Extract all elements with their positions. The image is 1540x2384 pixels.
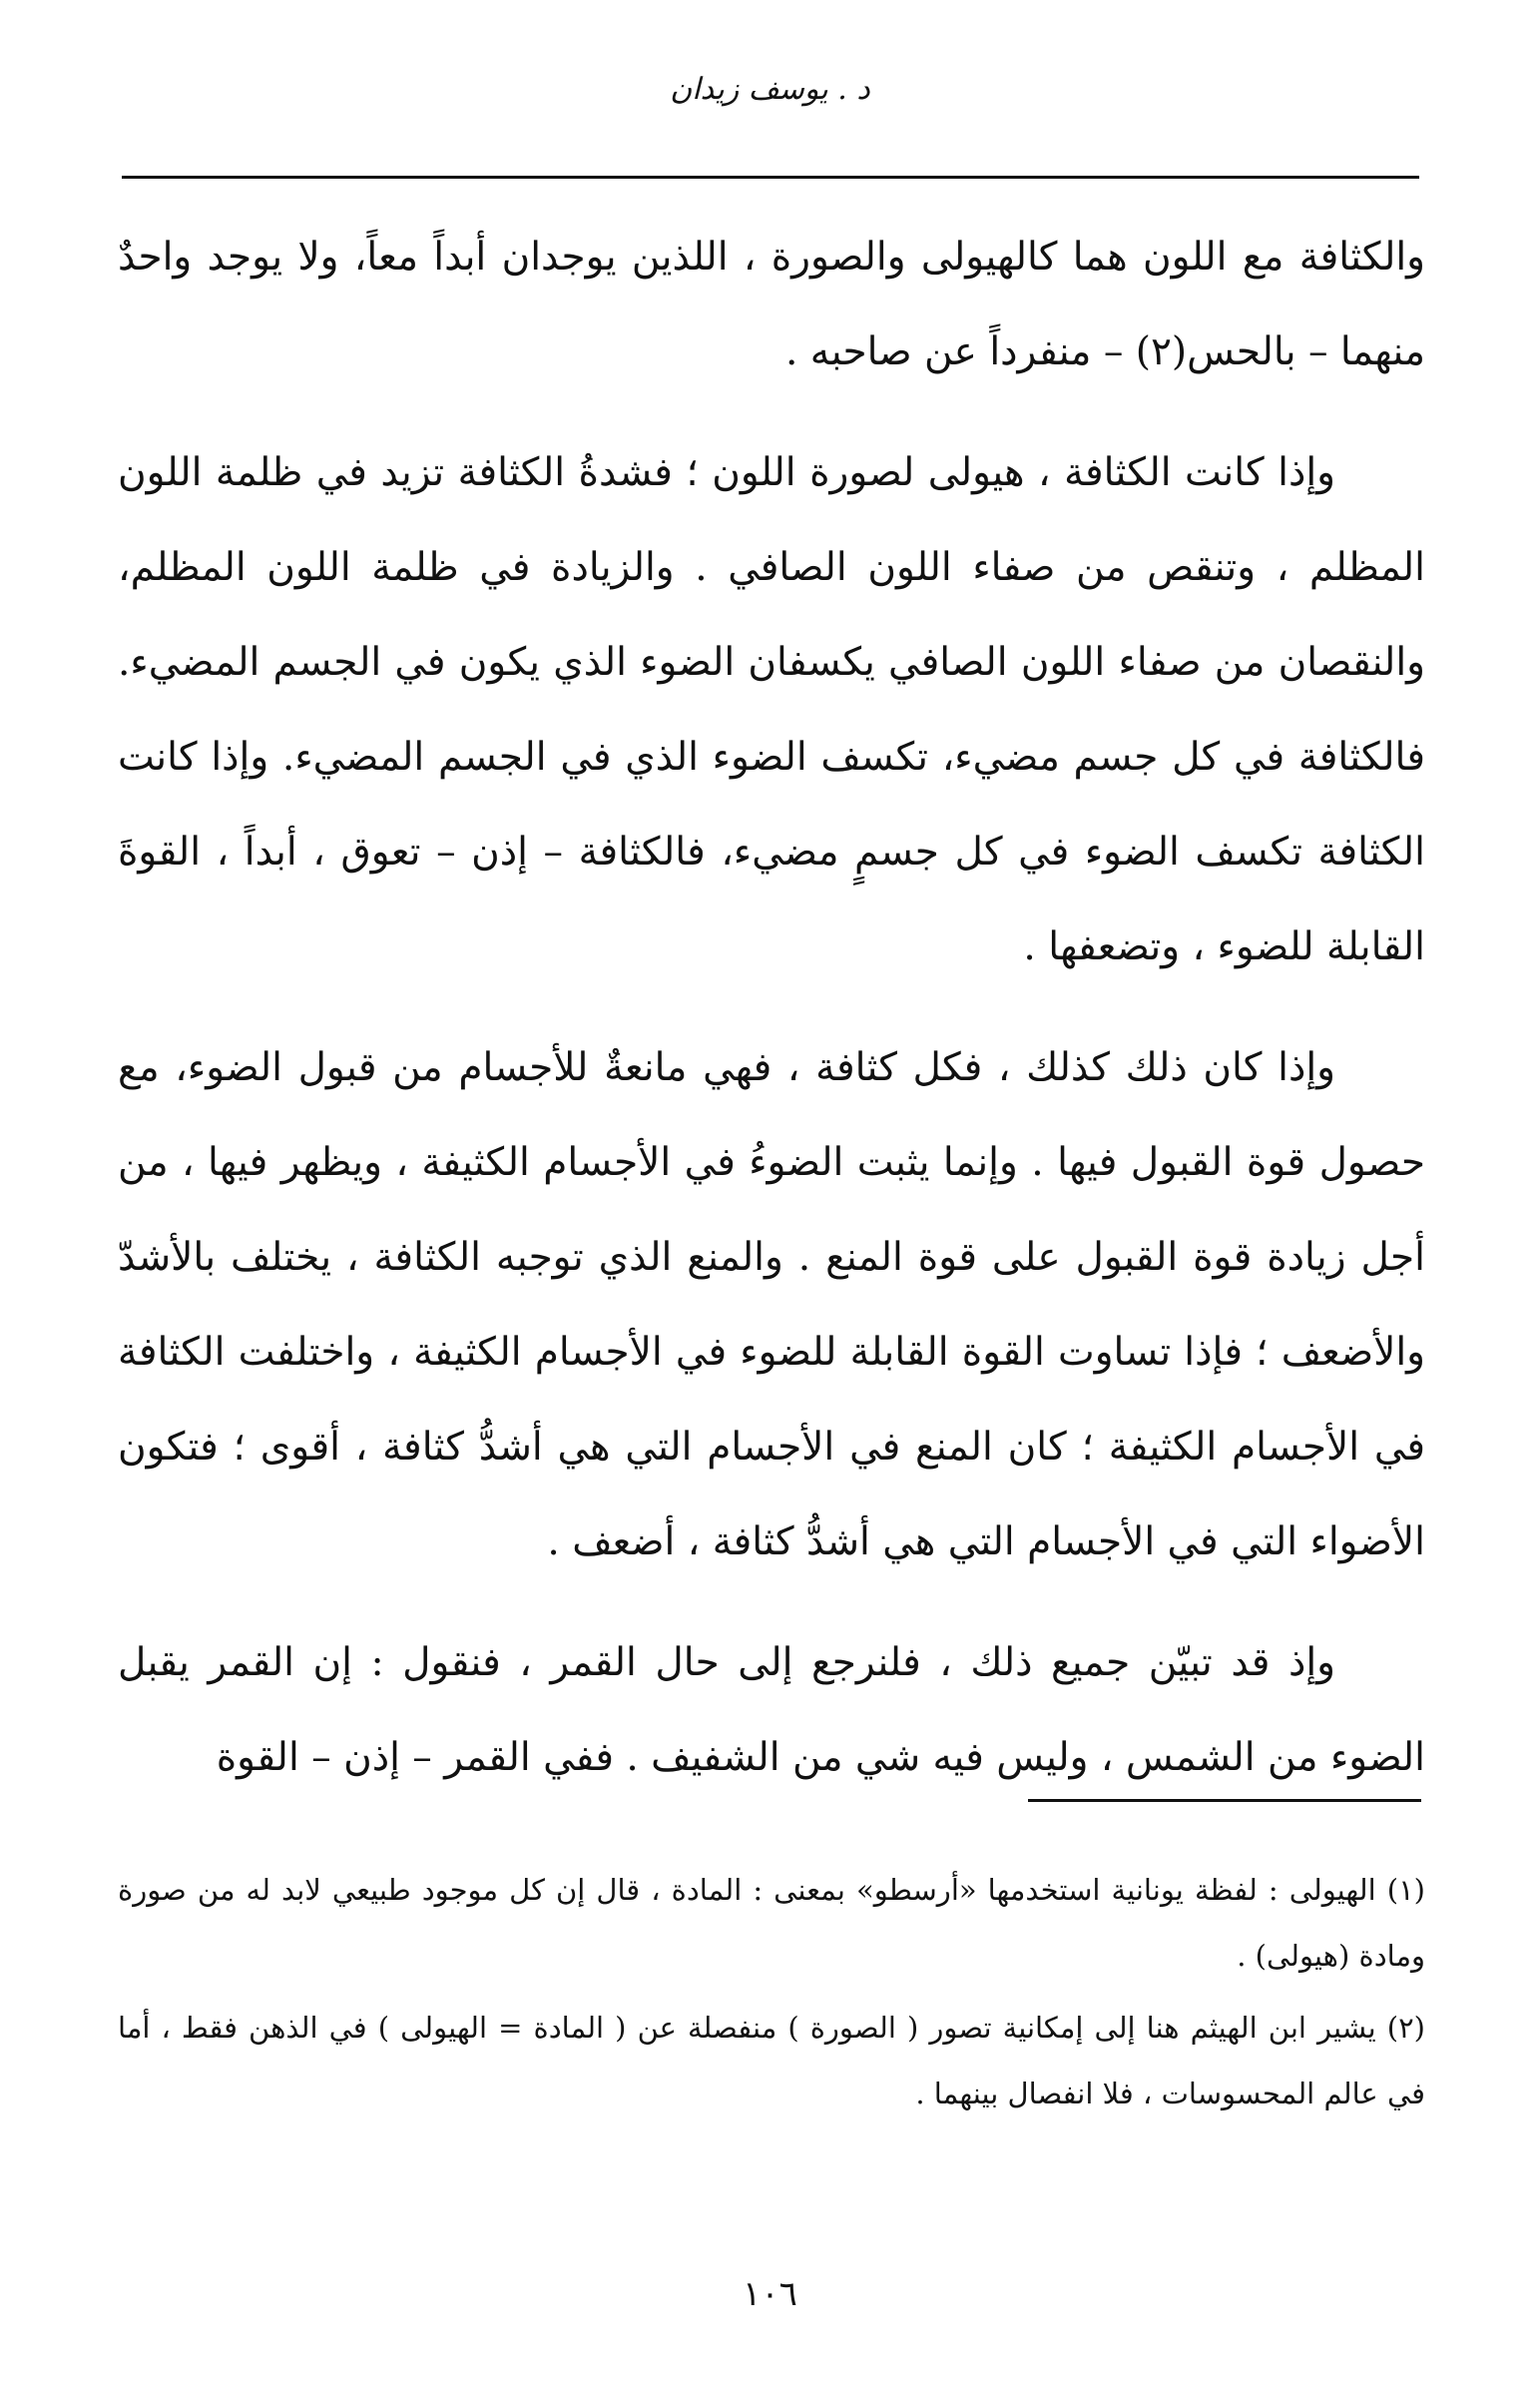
paragraph: وإذا كانت الكثافة ، هيولى لصورة اللون ؛ فشدةُ الكثافة تزيد في ظلمة اللون المظلم ، وتنقص من صفاء اللون الصافي . والزيادة في ظلمة اللون المظلم، والنقصان من صفاء اللون الصافي يكسفان الضوء الذي يكون في الجسم المضيء. فالكثافة في كل جسم مضيء، تكسف الضوء الذي في الجسم المضيء. وإذا كانت الكثافة تكسف الضوء في كل جسمٍ مضيء، فالكثافة – إذن – تعوق ، أبداً ، القوةَ القابلة للضوء ، وتضعفها . [118, 450, 1425, 969]
running-header: د . يوسف زيدان [670, 72, 870, 107]
paragraph: والكثافة مع اللون هما كالهيولى والصورة ، اللذين يوجدان أبداً معاً، ولا يوجد واحدٌ منهما – بالحس(٢) – منفرداً عن صاحبه . [118, 235, 1425, 374]
footnotes [118, 1857, 1425, 2132]
footnote-divider [1028, 1799, 1421, 1802]
paragraph: وإذ قد تبيّن جميع ذلك ، فلنرجع إلى حال القمر ، فنقول : إن القمر يقبل الضوء من الشمس ، وليس فيه شي من الشفيف . ففي القمر – إذن – القوة [118, 1640, 1425, 1780]
header-divider [122, 176, 1419, 179]
main-text [118, 210, 1425, 1831]
footnote: (٢) يشير ابن الهيثم هنا إلى إمكانية تصور ( الصورة ) منفصلة عن ( المادة = الهيولى ) في الذهن فقط ، أما في عالم المحسوسات ، فلا انفصال بينهما . [118, 2011, 1425, 2110]
footnote: (١) الهيولى : لفظة يونانية استخدمها «أرسطو» بمعنى : المادة ، قال إن كل موجود طبيعي لابد له من صورة ومادة (هيولى) . [118, 1873, 1425, 1973]
paragraph: وإذا كان ذلك كذلك ، فكل كثافة ، فهي مانعةٌ للأجسام من قبول الضوء، مع حصول قوة القبول فيها . وإنما يثبت الضوءُ في الأجسام الكثيفة ، ويظهر فيها ، من أجل زيادة قوة القبول على قوة المنع . والمنع الذي توجبه الكثافة ، يختلف بالأشدّ والأضعف ؛ فإذا تساوت القوة القابلة للضوء في الأجسام الكثيفة ، واختلفت الكثافة في الأجسام الكثيفة ؛ كان المنع في الأجسام التي هي أشدُّ كثافة ، أقوى ؛ فتكون الأضواء التي في الأجسام التي هي أشدُّ كثافة ، أضعف . [118, 1045, 1426, 1564]
page-number: ١٠٦ [743, 2274, 797, 2314]
